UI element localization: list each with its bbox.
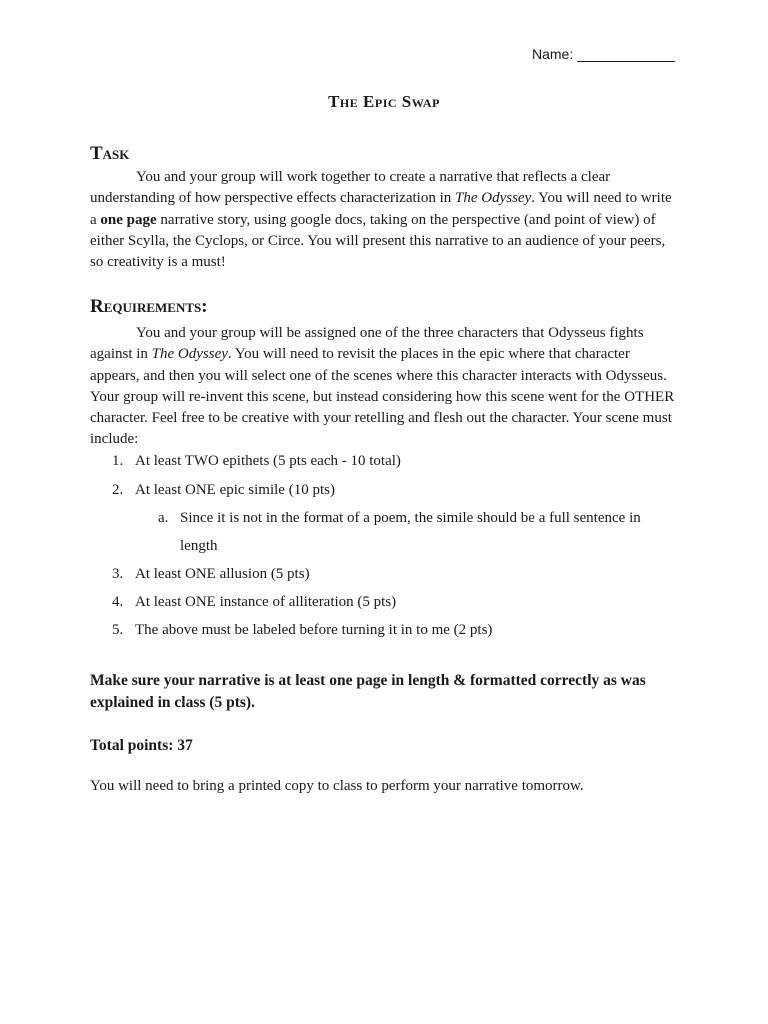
- total-points: Total points: 37: [90, 737, 193, 754]
- list-item-number: 1.: [112, 453, 124, 469]
- list-item-number: 3.: [112, 566, 124, 582]
- requirements-heading: Requirements:: [90, 296, 208, 317]
- name-label: Name:: [532, 46, 574, 62]
- list-item-number: 2.: [112, 482, 124, 498]
- list-item-text: At least TWO epithets (5 pts each - 10 total): [135, 453, 401, 469]
- list-item-text: At least ONE epic simile (10 pts): [135, 482, 335, 498]
- list-item-text: The above must be labeled before turning it in to me (2 pts): [135, 622, 493, 638]
- task-text-italic: The Odyssey: [455, 190, 532, 207]
- requirements-text-italic: The Odyssey: [151, 346, 228, 363]
- name-blank-line: [577, 47, 675, 62]
- list-item-number: 4.: [112, 594, 124, 610]
- task-heading: Task: [90, 143, 130, 164]
- page-title: The Epic Swap: [328, 92, 440, 111]
- list-item-text: At least ONE allusion (5 pts): [135, 566, 310, 582]
- task-paragraph: [90, 167, 680, 273]
- list-item-number: 5.: [112, 622, 124, 638]
- task-text-1: You and your group will work together to create a narrative that reflects a clear understanding of how perspective effects characterization in: [90, 169, 611, 207]
- requirements-text-2: . You will need to revisit the places in the epic where that character appears, and then you will select one of the scenes where this character interacts with Odysseus. Your group will re-invent this scene, but instead considering how this scene went for the OTHER character. Feel free to be creative with your retelling and flesh out the character. Your scene must include:: [90, 346, 675, 448]
- task-text-2: . You will need to write a: [90, 190, 672, 228]
- name-field: [532, 46, 675, 62]
- task-text-bold: one page: [100, 211, 157, 228]
- length-note: Make sure your narrative is at least one page in length & formatted correctly as was explained in class (5 pts).: [90, 672, 646, 711]
- requirements-text-1: You and your group will be assigned one of the three characters that Odysseus fights against in: [90, 325, 644, 363]
- requirements-paragraph: [90, 323, 680, 451]
- task-text-3: narrative story, using google docs, taking on the perspective (and point of view) of either Scylla, the Cyclops, or Circe. You will present this narrative to an audience of your peers, so creativity is a must!: [90, 211, 666, 271]
- list-item-letter: a.: [158, 510, 169, 526]
- list-item-text: Since it is not in the format of a poem, the simile should be a full sentence in length: [180, 510, 641, 554]
- closing-instruction: You will need to bring a printed copy to class to perform your narrative tomorrow.: [90, 778, 584, 794]
- list-item-text: At least ONE instance of alliteration (5 pts): [135, 594, 397, 610]
